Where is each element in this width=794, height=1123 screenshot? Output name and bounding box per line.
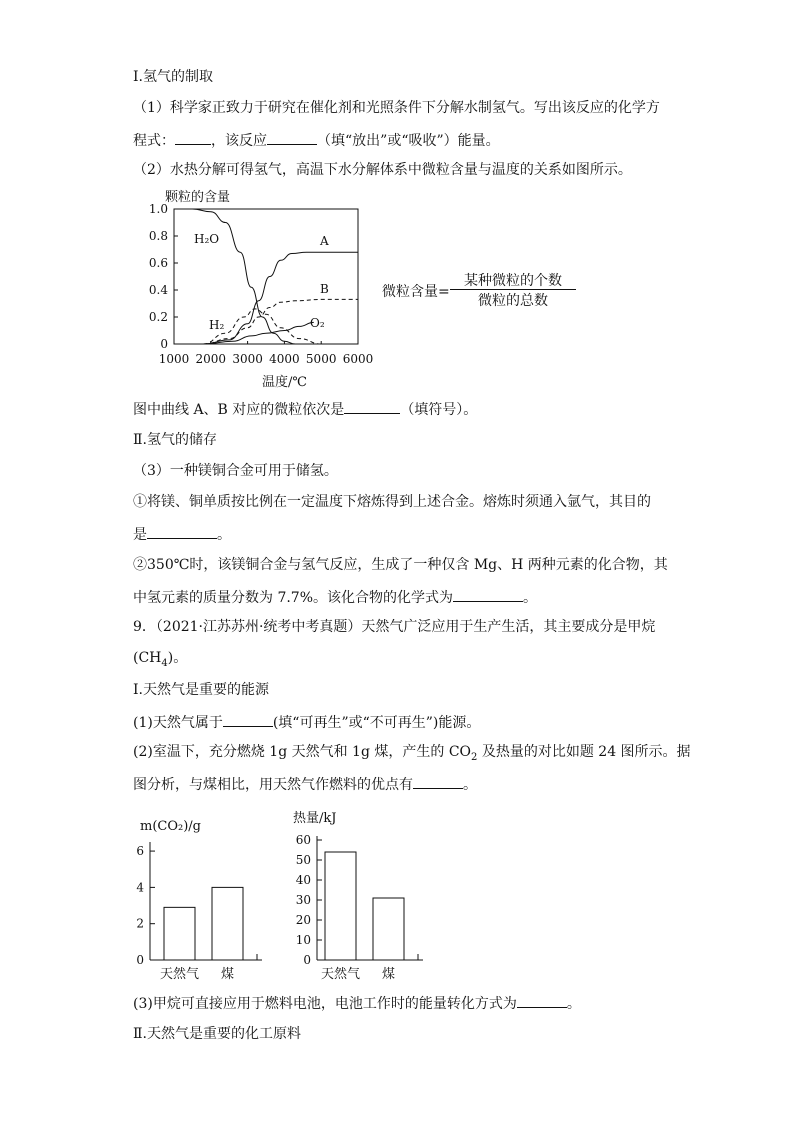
q9-p2-line2-a: 图分析，与煤相比，用天然气作燃料的优点有 [133, 777, 413, 793]
y-tick-label: 1.0 [148, 202, 168, 216]
heat-chart-ylabel: 热量/kJ [293, 811, 337, 826]
q1-text-c: （填“放出”或“吸收”）能量。 [317, 133, 500, 149]
question-3-part-1-line-1: ①将镁、铜单质按比例在一定温度下熔炼得到上述合金。熔炼时须通入氩气，其目的 [133, 494, 651, 510]
x-tick-label: 1000 [158, 352, 190, 366]
series-line-h2o [174, 209, 295, 344]
co2-y-tick-label: 0 [136, 953, 144, 967]
series-label-h2o: H₂O [194, 232, 220, 246]
q3-p2-text-b: 。 [523, 590, 538, 606]
q9-p1-text-a: (1)天然气属于 [133, 715, 223, 731]
answer-blank-curves[interactable] [344, 399, 400, 414]
q9-p2-sub: 2 [471, 751, 478, 763]
answer-blank-advantage[interactable] [413, 774, 463, 789]
heat-bar-coal [373, 898, 404, 960]
heat-y-tick-label: 20 [295, 913, 311, 927]
chart-ylabel: 颗粒的含量 [165, 190, 231, 205]
y-tick-label: 0.2 [148, 310, 168, 324]
heat-y-tick-label: 10 [295, 933, 311, 947]
co2-bar-natural-gas [164, 907, 195, 960]
answer-blank-equation[interactable] [175, 130, 211, 145]
q3-p2-text-a: 中氢元素的质量分数为 7.7%。该化合物的化学式为 [133, 590, 454, 606]
question-3-line-1: （3）一种镁铜合金可用于储氢。 [133, 463, 338, 479]
question-9-part-2-line-2 [133, 774, 477, 794]
q3-p1-text-b: 。 [217, 527, 231, 543]
heat-y-tick-label: 50 [295, 853, 311, 867]
question-3-part-1-line-2 [133, 524, 231, 544]
q3-p1-text-a: 是 [133, 527, 147, 543]
question-3-part-2-line-2 [133, 587, 537, 607]
heat-category-label: 天然气 [320, 967, 361, 982]
q9-text-ch: (CH [133, 650, 162, 666]
heat-y-tick-label: 40 [295, 873, 311, 887]
question-2-line-1: （2）水热分解可得氢气，高温下水分解体系中微粒含量与温度的关系如图所示。 [133, 162, 632, 178]
q9-sub-4: 4 [161, 657, 168, 669]
y-tick-label: 0.4 [148, 283, 168, 297]
heat-category-label: 煤 [381, 967, 396, 982]
y-tick-label: 0 [160, 337, 168, 351]
answer-blank-argon-purpose[interactable] [147, 524, 217, 539]
section-title-1: Ⅰ.氢气的制取 [133, 69, 213, 85]
q1-text-b: ，该反应 [211, 133, 267, 149]
q9-p2-line2-b: 。 [463, 777, 477, 793]
co2-y-tick-label: 2 [136, 916, 144, 931]
co2-y-tick-label: 4 [136, 880, 144, 895]
fraction-prefix: 微粒含量= [382, 284, 450, 300]
series-label-o2: O₂ [310, 316, 325, 330]
heat-bar-natural-gas [325, 852, 356, 960]
particle-content-chart [130, 182, 390, 392]
heat-bar-chart [285, 806, 430, 984]
q9-text-close: )。 [167, 650, 188, 666]
answer-blank-energy[interactable] [267, 130, 317, 145]
chart-frame [174, 209, 358, 344]
answer-blank-renewable[interactable] [223, 712, 273, 727]
question-3-part-2-line-1: ②350℃时，该镁铜合金与氢气反应，生成了一种仅含 Mg、H 两种元素的化合物，其 [133, 557, 668, 573]
answer-blank-formula[interactable] [453, 587, 523, 602]
heat-y-tick-label: 60 [295, 833, 311, 847]
co2-bar-coal [212, 887, 243, 960]
section-title-4: Ⅱ.天然气是重要的化工原料 [133, 1026, 301, 1042]
q9-p2-text-a: (2)室温下，充分燃烧 1g 天然气和 1g 煤，产生的 CO [133, 744, 472, 760]
question-2-after [133, 399, 477, 419]
q9-p1-text-b: (填“可再生”或“不可再生”)能源。 [272, 715, 481, 731]
question-9-part-1 [133, 712, 480, 732]
series-label-b: B [320, 282, 329, 296]
series-label-h2: H₂ [209, 318, 225, 332]
question-9-line-1: 9．（2021·江苏苏州·统考中考真题）天然气广泛应用于生产生活，其主要成分是甲烷 [133, 619, 656, 635]
question-9-line-2 [133, 649, 187, 673]
x-tick-label: 2000 [195, 352, 227, 366]
x-tick-label: 5000 [305, 352, 337, 366]
x-tick-label: 4000 [269, 352, 300, 366]
q2-text-a: 图中曲线 A、B 对应的微粒依次是 [133, 402, 345, 418]
x-tick-label: 6000 [342, 352, 374, 366]
q9-p2-text-b: 及热量的对比如题 24 图所示。据 [477, 744, 691, 760]
q2-text-b: （填符号）。 [400, 402, 478, 418]
series-line-b [203, 299, 358, 344]
heat-y-tick-label: 0 [303, 953, 311, 967]
series-label-a: A [320, 234, 329, 248]
section-title-3: Ⅰ.天然气是重要的能源 [133, 682, 269, 698]
y-tick-label: 0.6 [148, 256, 168, 270]
question-1-line-1: （1）科学家正致力于研究在催化剂和光照条件下分解水制氢气。写出该反应的化学方 [133, 100, 660, 116]
heat-y-tick-label: 30 [295, 893, 311, 907]
section-title-2: Ⅱ.氢气的储存 [133, 432, 217, 448]
x-tick-label: 3000 [232, 352, 263, 366]
question-1-line-2 [133, 130, 500, 150]
co2-bar-chart [130, 812, 270, 984]
co2-category-label: 天然气 [159, 967, 200, 982]
fraction-numerator: 某种微粒的个数 [450, 273, 576, 290]
co2-chart-ylabel: m(CO₂)/g [140, 819, 201, 834]
q9-p3-text-b: 。 [566, 996, 581, 1012]
chart-xlabel: 温度/℃ [262, 375, 307, 390]
question-9-part-3 [133, 993, 581, 1013]
y-tick-label: 0.8 [148, 229, 168, 243]
co2-y-tick-label: 6 [136, 844, 144, 859]
answer-blank-energy-conversion[interactable] [517, 993, 567, 1008]
fraction-denominator: 微粒的总数 [478, 293, 548, 309]
co2-category-label: 煤 [220, 967, 235, 982]
q1-text-a: 程式： [133, 133, 175, 149]
q9-p3-text-a: (3)甲烷可直接应用于燃料电池，电池工作时的能量转化方式为 [133, 996, 517, 1012]
question-9-part-2-line-1 [133, 743, 691, 767]
